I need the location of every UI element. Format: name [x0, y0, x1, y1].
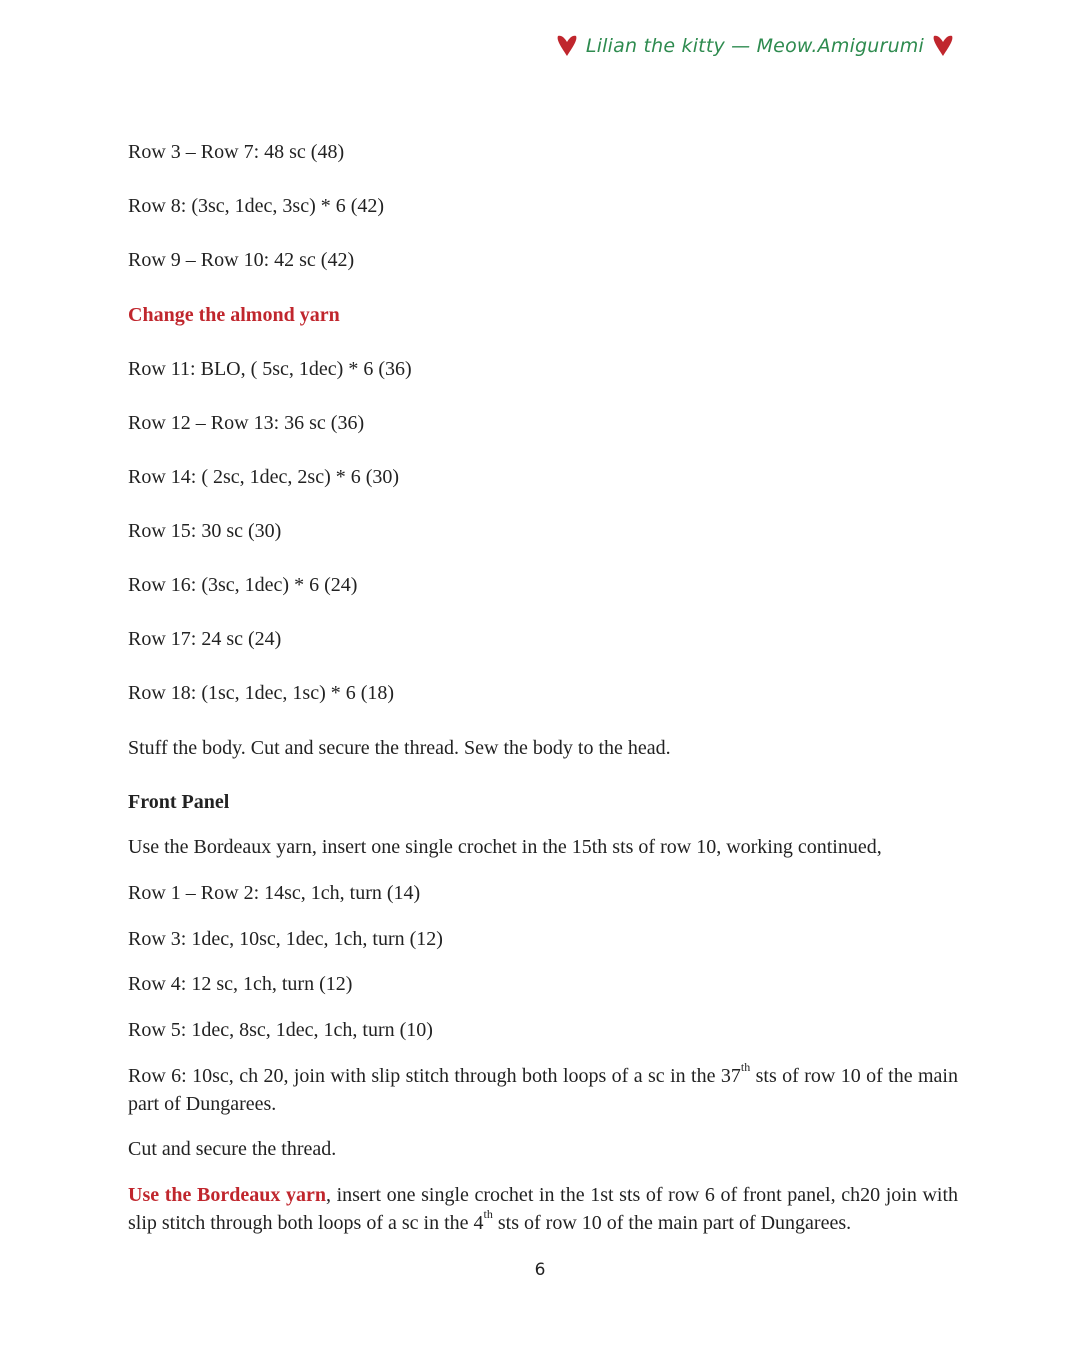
instruction-line: Row 18: (1sc, 1dec, 1sc) * 6 (18) [128, 682, 395, 704]
section-heading-front-panel: Front Panel [128, 791, 230, 813]
instruction-line: Row 15: 30 sc (30) [128, 520, 282, 542]
ordinal-suffix: th [740, 1060, 751, 1075]
page-header [556, 34, 954, 58]
instruction-line: Stuff the body. Cut and secure the thread. Sew the body to the head. [128, 737, 671, 759]
paragraph-text: Row 6: 10sc, ch 20, join with slip stitch through both loops of a sc in the 37 [128, 1065, 741, 1087]
instruction-line: Row 11: BLO, ( 5sc, 1dec) * 6 (36) [128, 358, 412, 380]
instruction-line: Row 5: 1dec, 8sc, 1dec, 1ch, turn (10) [128, 1019, 433, 1041]
header-title: Lilian the kitty — Meow.Amigurumi [585, 35, 924, 57]
instruction-line: Row 4: 12 sc, 1ch, turn (12) [128, 973, 353, 995]
paragraph-text: , insert one single crochet in the 1st sts of row 6 of front panel, ch20 join with slip stitch through both loops of a sc in the 4 [128, 1184, 959, 1234]
paragraph-text: sts of row 10 of the main part of Dungarees. [128, 1065, 958, 1115]
instruction-line: Row 14: ( 2sc, 1dec, 2sc) * 6 (30) [128, 466, 400, 488]
instruction-line: Row 17: 24 sc (24) [128, 628, 282, 650]
instruction-paragraph [128, 1062, 958, 1118]
heart-icon [556, 34, 578, 58]
instruction-line: Use the Bordeaux yarn, insert one single crochet in the 15th sts of row 10, working continued, [128, 836, 882, 858]
instruction-line: Cut and secure the thread. [128, 1138, 337, 1160]
instruction-line: Row 1 – Row 2: 14sc, 1ch, turn (14) [128, 882, 421, 904]
heart-icon [932, 34, 954, 58]
paragraph-text: sts of row 10 of the main part of Dungarees. [492, 1212, 852, 1234]
instruction-line: Row 9 – Row 10: 42 sc (42) [128, 249, 355, 271]
instruction-line: Row 12 – Row 13: 36 sc (36) [128, 412, 365, 434]
yarn-change-heading: Change the almond yarn [128, 304, 340, 326]
instruction-line: Row 3: 1dec, 10sc, 1dec, 1ch, turn (12) [128, 928, 443, 950]
yarn-highlight: Use the Bordeaux yarn [128, 1184, 326, 1206]
instruction-paragraph [128, 1181, 958, 1237]
ordinal-suffix: th [483, 1207, 493, 1222]
instruction-line: Row 16: (3sc, 1dec) * 6 (24) [128, 574, 358, 596]
page-number: 6 [534, 1260, 546, 1280]
instruction-line: Row 3 – Row 7: 48 sc (48) [128, 141, 345, 163]
instruction-line: Row 8: (3sc, 1dec, 3sc) * 6 (42) [128, 195, 385, 217]
